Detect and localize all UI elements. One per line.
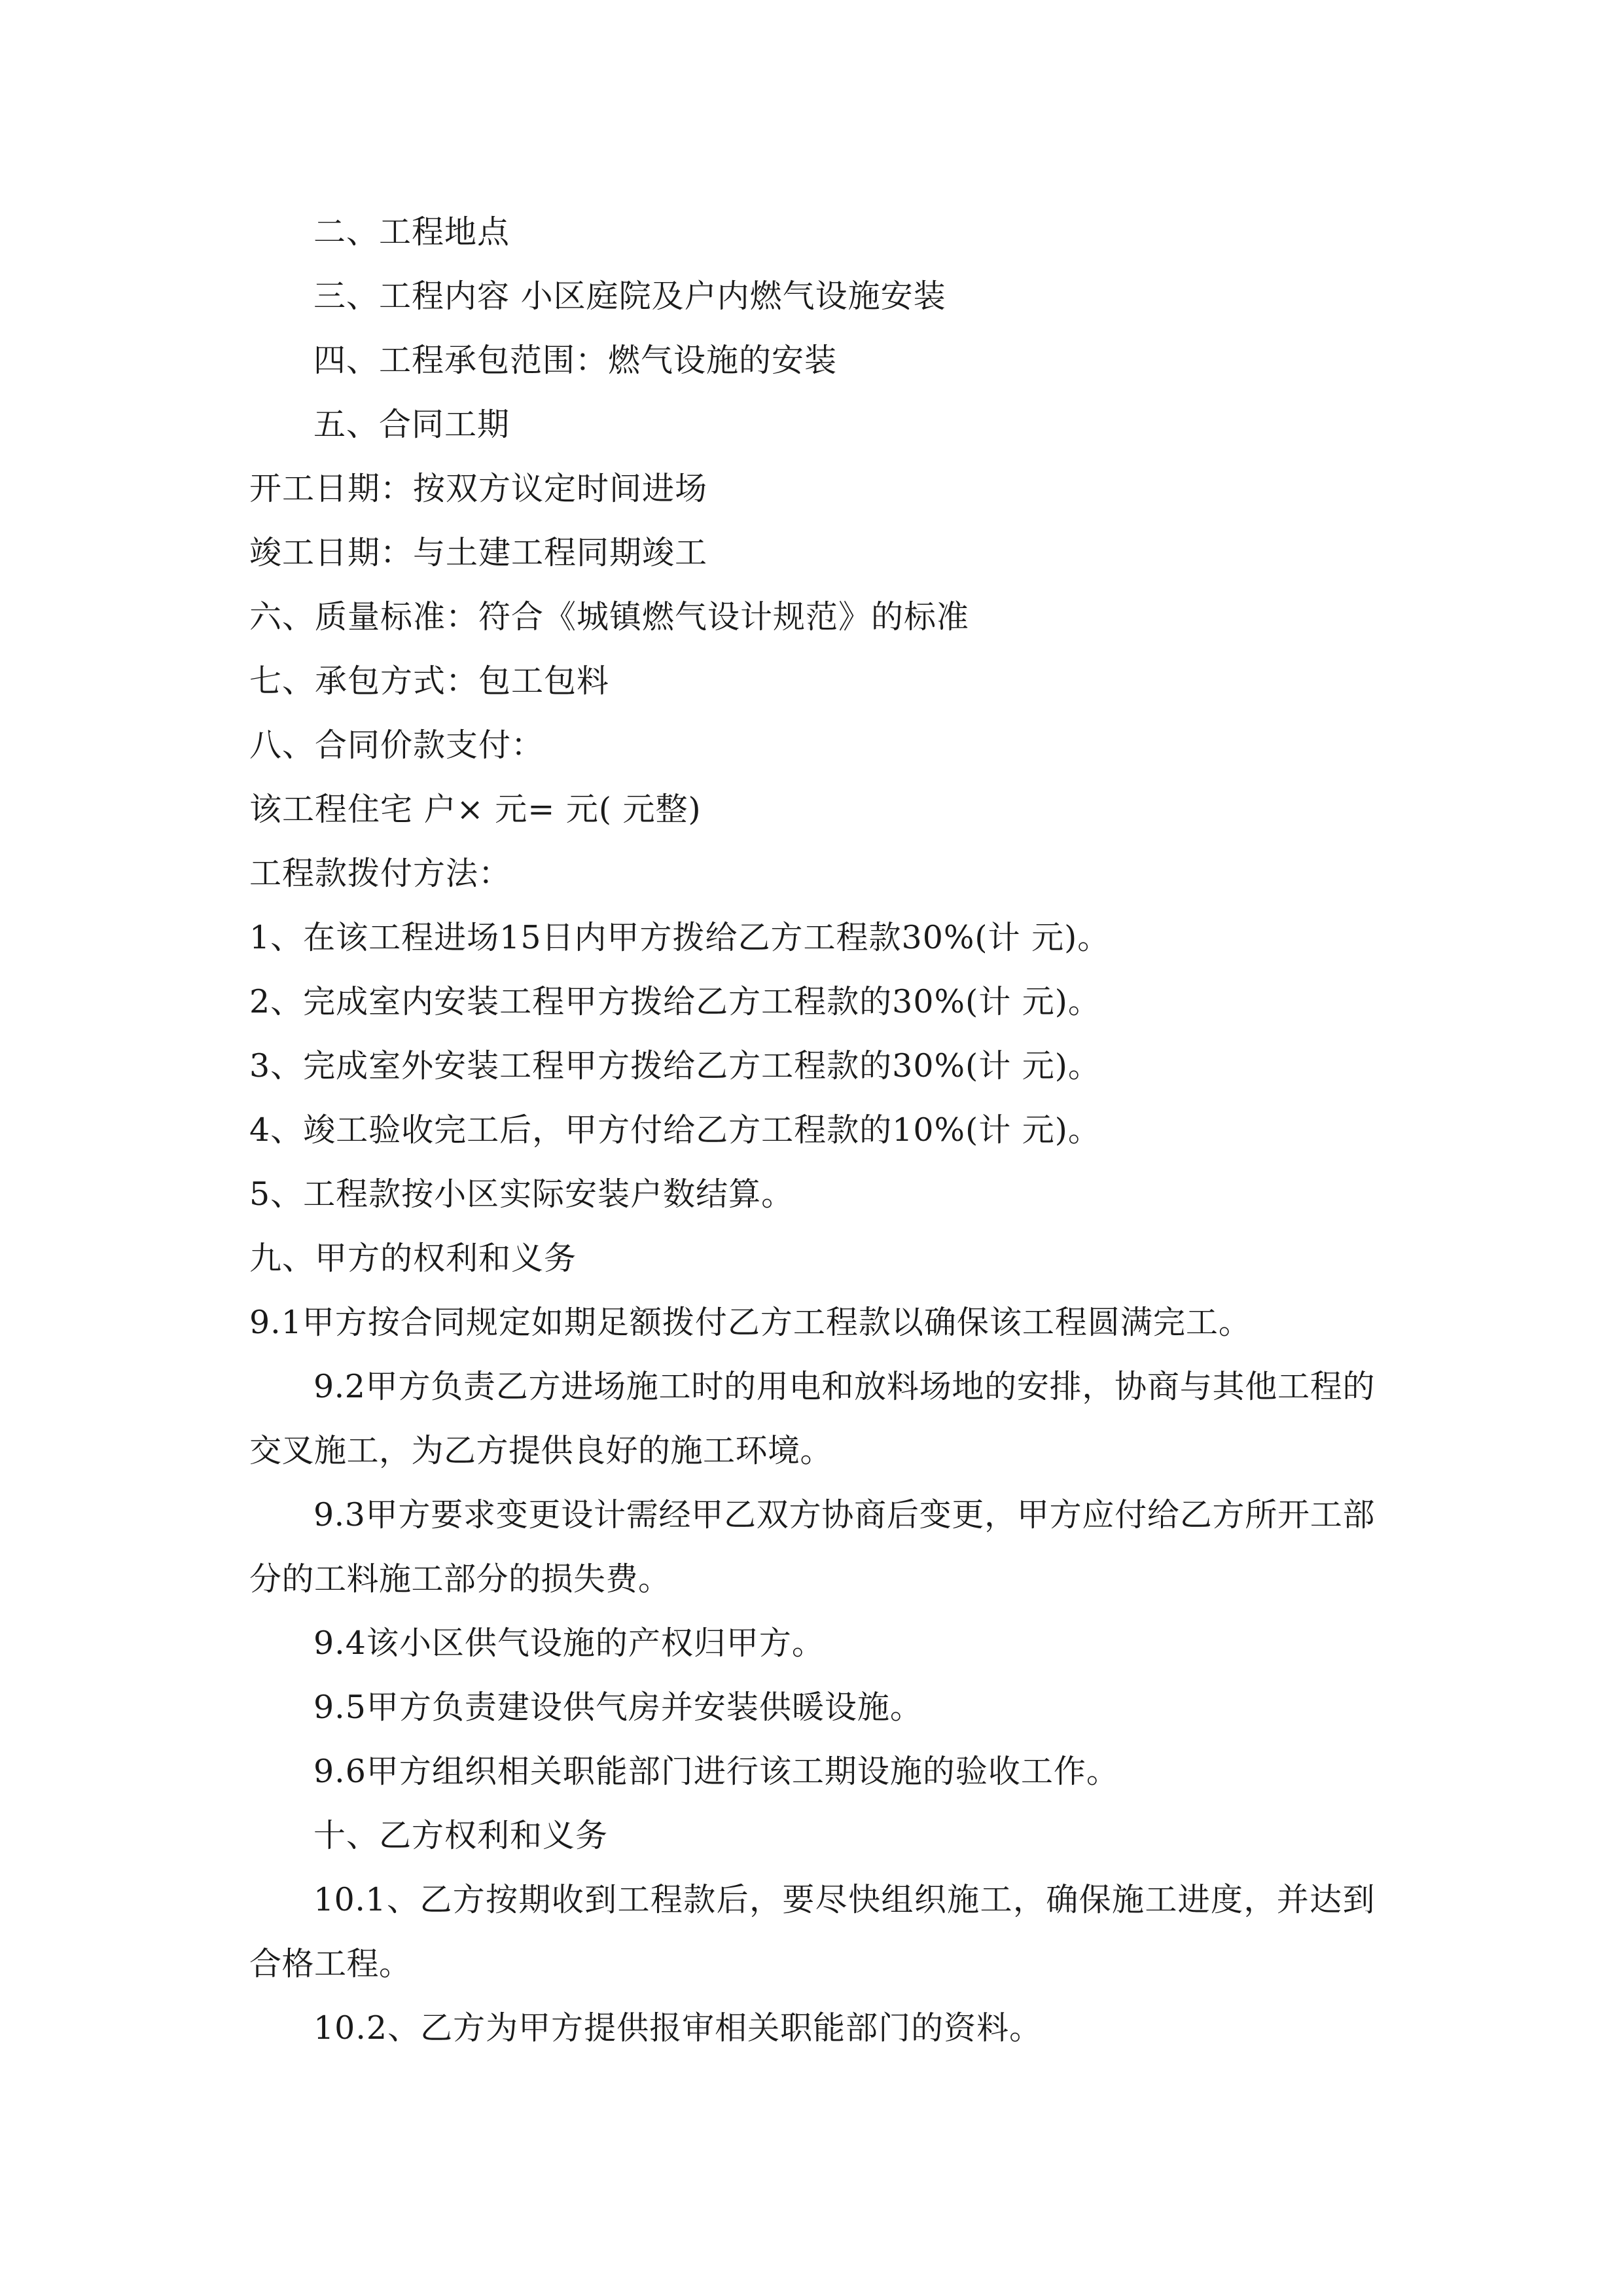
clause-9-6: 9.6甲方组织相关职能部门进行该工期设施的验收工作。	[313, 1753, 1119, 1790]
clause-9-2: 9.2甲方负责乙方进场施工时的用电和放料场地的安排，协商与其他工程的交叉施工，为乙方提供良好的施工环境。	[249, 1368, 1375, 1469]
clause-10-2: 10.2、乙方为甲方提供报审相关职能部门的资料。	[313, 2009, 1043, 2047]
clause-9-1: 9.1甲方按合同规定如期足额拨付乙方工程款以确保该工程圆满完工。	[249, 1304, 1251, 1341]
section-scope: 四、工程承包范围：燃气设施的安装	[313, 342, 838, 379]
section-quality: 六、质量标准：符合《城镇燃气设计规范》的标准	[249, 598, 970, 636]
payment-method-heading: 工程款拨付方法：	[249, 855, 512, 892]
payment-item-1: 1、在该工程进场15日内甲方拨给乙方工程款30%(计 元)。	[249, 919, 1111, 956]
completion-date: 竣工日期：与土建工程同期竣工	[249, 534, 708, 571]
section-party-a: 九、甲方的权利和义务	[249, 1240, 577, 1277]
payment-item-4: 4、竣工验收完工后，甲方付给乙方工程款的10%(计 元)。	[249, 1111, 1101, 1149]
section-content: 三、工程内容 小区庭院及户内燃气设施安装	[313, 278, 946, 315]
clause-9-4: 9.4该小区供气设施的产权归甲方。	[313, 1624, 825, 1662]
payment-item-3: 3、完成室外安装工程甲方拨给乙方工程款的30%(计 元)。	[249, 1047, 1101, 1085]
section-location: 二、工程地点	[313, 213, 510, 251]
section-period: 五、合同工期	[313, 406, 510, 443]
clause-10-1: 10.1、乙方按期收到工程款后，要尽快组织施工，确保施工进度，并达到合格工程。	[249, 1881, 1375, 1982]
clause-9-5: 9.5甲方负责建设供气房并安装供暖设施。	[313, 1689, 923, 1726]
section-party-b: 十、乙方权利和义务	[313, 1817, 609, 1854]
section-contract-method: 七、承包方式：包工包料	[249, 662, 610, 700]
payment-item-5: 5、工程款按小区实际安装户数结算。	[249, 1175, 794, 1213]
clause-9-3: 9.3甲方要求变更设计需经甲乙双方协商后变更，甲方应付给乙方所开工部分的工料施工部分的损失费。	[249, 1496, 1375, 1598]
section-payment: 八、合同价款支付：	[249, 726, 544, 764]
payment-formula: 该工程住宅 户× 元= 元( 元整)	[249, 791, 702, 828]
document-body	[249, 200, 1375, 2060]
start-date: 开工日期：按双方议定时间进场	[249, 470, 708, 507]
payment-item-2: 2、完成室内安装工程甲方拨给乙方工程款的30%(计 元)。	[249, 983, 1101, 1020]
